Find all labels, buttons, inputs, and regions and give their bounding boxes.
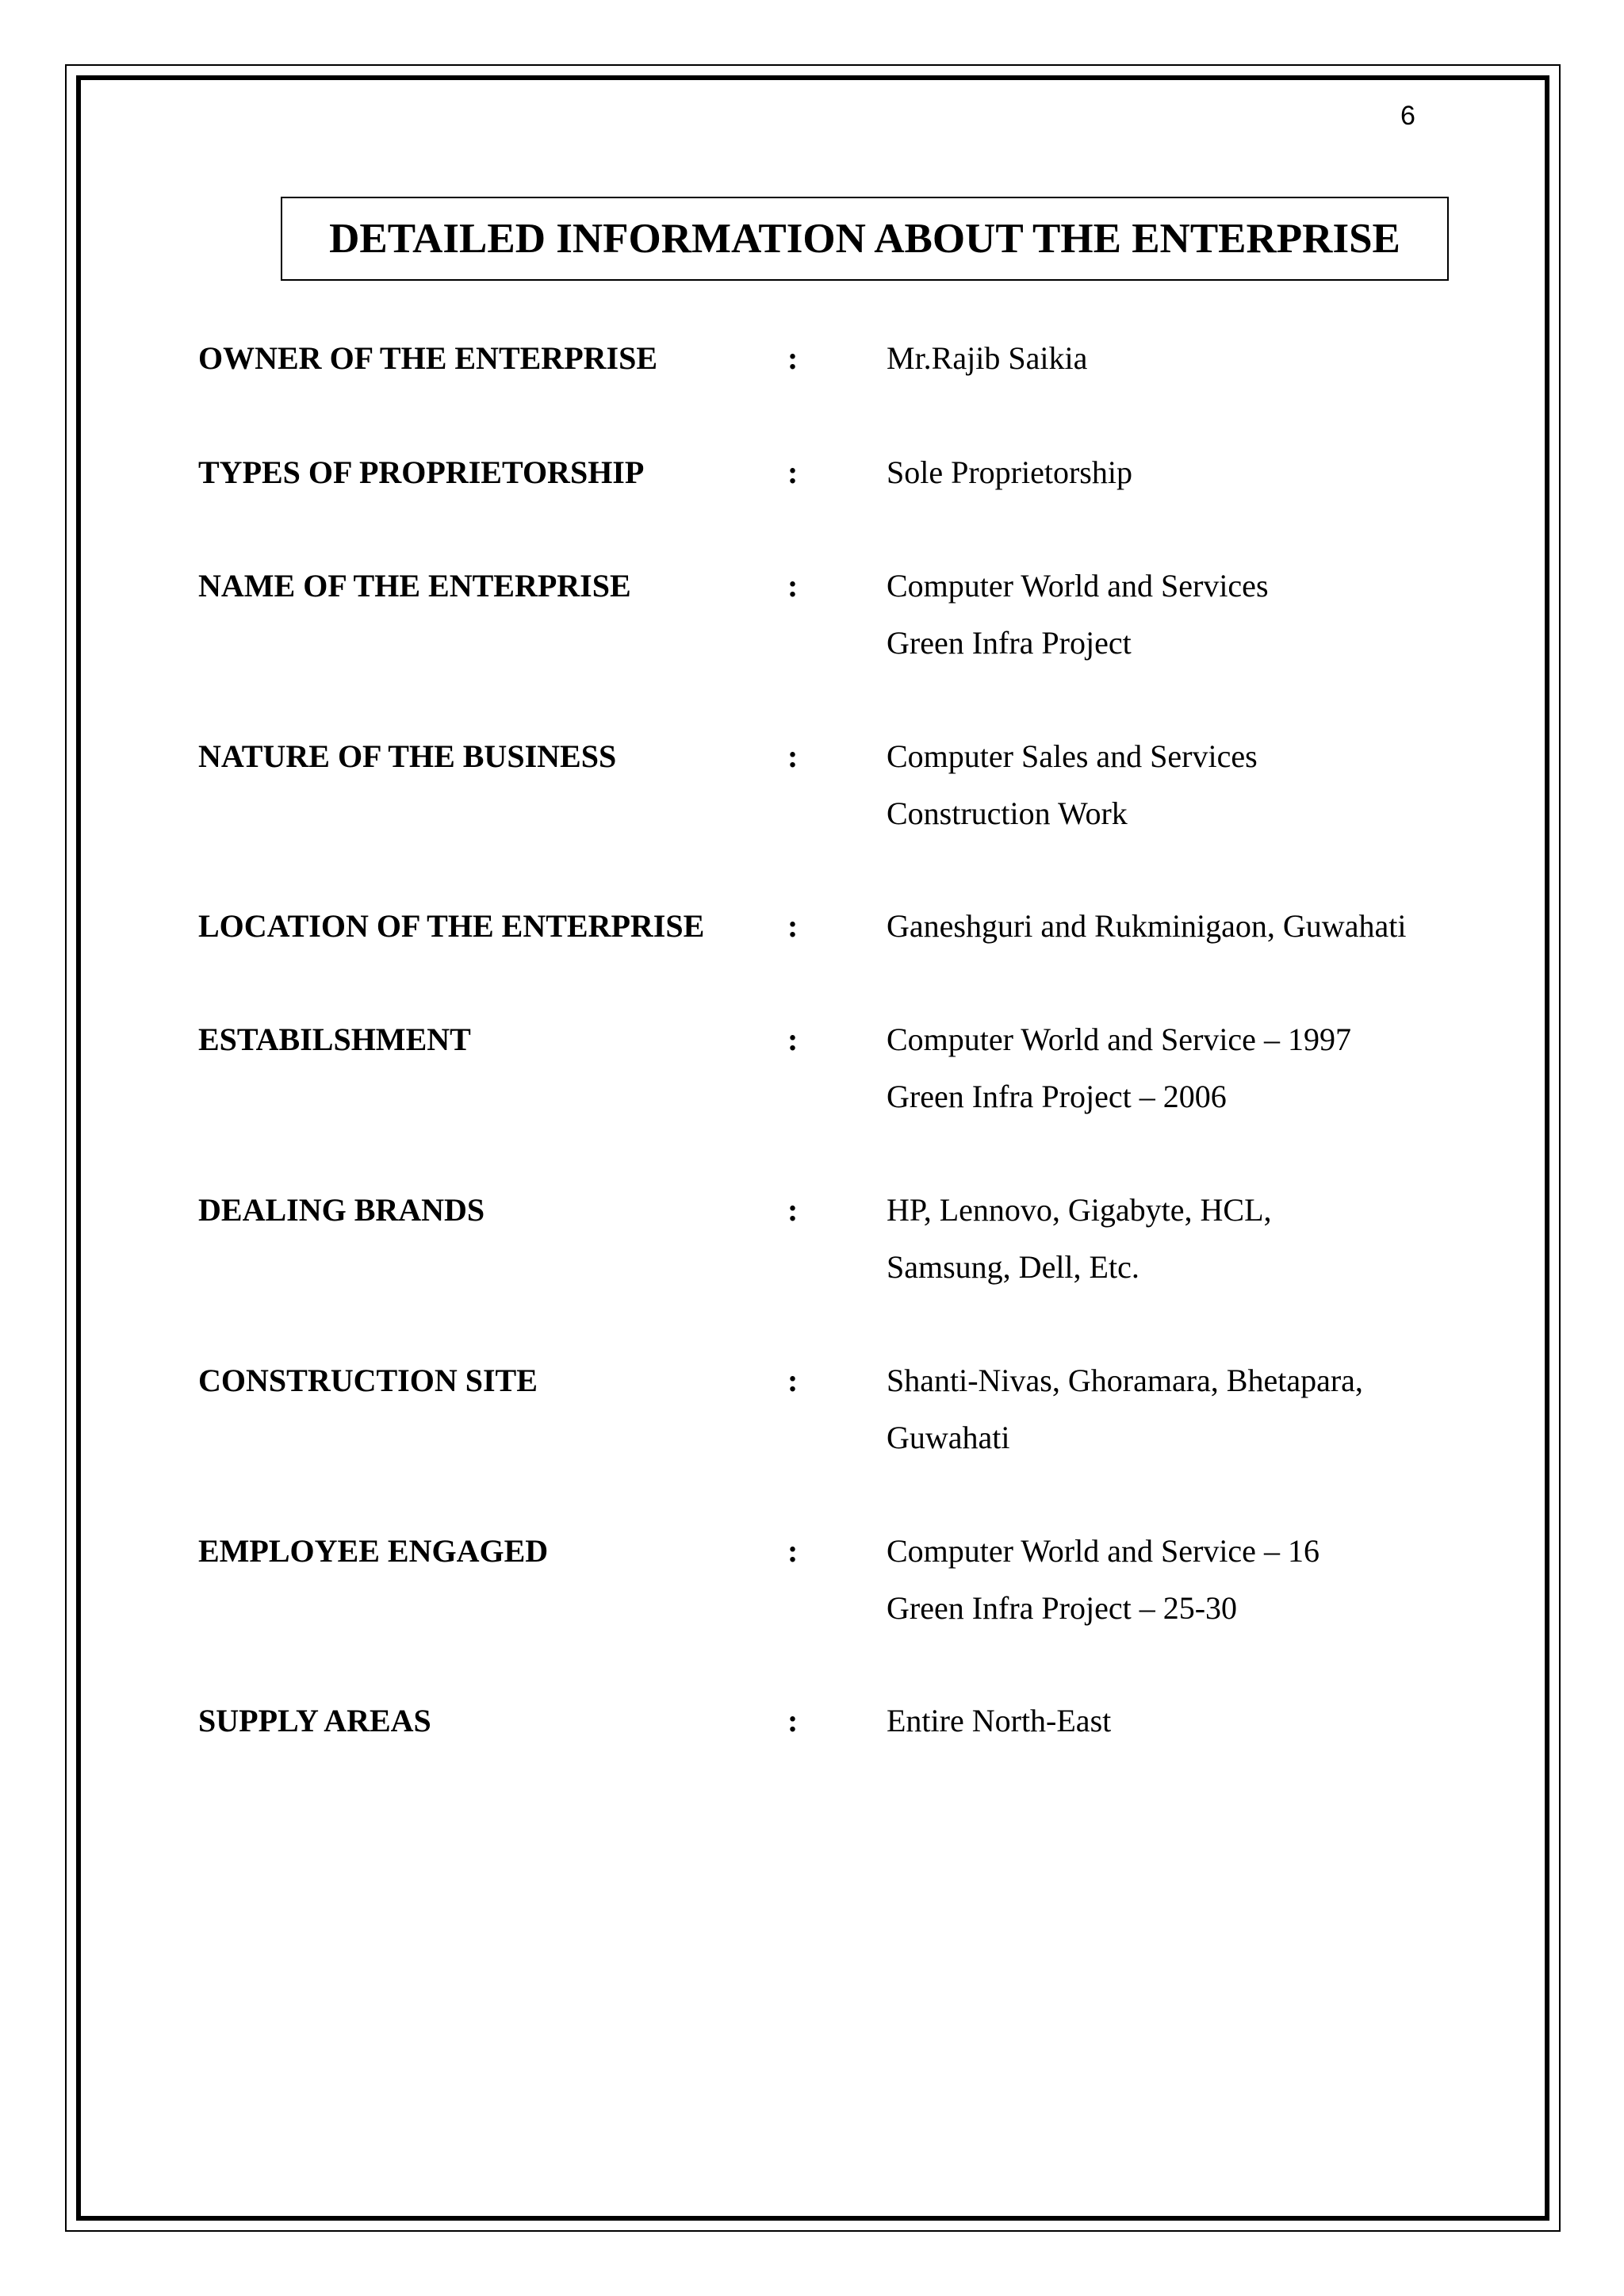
row-label: CONSTRUCTION SITE bbox=[198, 1363, 538, 1398]
row-values bbox=[887, 1523, 1320, 1637]
row-separator: : bbox=[787, 1192, 799, 1228]
row-value: Computer World and Service – 1997 bbox=[887, 1022, 1351, 1057]
row-label: OWNER OF THE ENTERPRISE bbox=[198, 340, 658, 376]
page-number: 6 bbox=[1400, 101, 1415, 131]
row-label: LOCATION OF THE ENTERPRISE bbox=[198, 908, 705, 944]
row-value: Green Infra Project – 25-30 bbox=[887, 1590, 1238, 1626]
row-separator: : bbox=[787, 1363, 799, 1398]
row-value: Computer World and Services bbox=[887, 568, 1269, 604]
row-values bbox=[887, 1011, 1351, 1125]
row-values bbox=[887, 1352, 1363, 1466]
row-values bbox=[887, 1182, 1272, 1296]
row-value: Computer Sales and Services bbox=[887, 738, 1258, 774]
row-value: Green Infra Project bbox=[887, 625, 1132, 661]
row-label: DEALING BRANDS bbox=[198, 1192, 485, 1228]
title-box bbox=[281, 197, 1449, 281]
row-values bbox=[887, 444, 1132, 501]
row-separator: : bbox=[787, 1703, 799, 1738]
row-value: Guwahati bbox=[887, 1420, 1010, 1455]
row-label: NATURE OF THE BUSINESS bbox=[198, 738, 617, 774]
row-value: HP, Lennovo, Gigabyte, HCL, bbox=[887, 1192, 1272, 1228]
row-separator: : bbox=[787, 340, 799, 376]
row-value: Sole Proprietorship bbox=[887, 454, 1132, 490]
row-values bbox=[887, 898, 1406, 955]
row-label: SUPPLY AREAS bbox=[198, 1703, 431, 1738]
row-separator: : bbox=[787, 568, 799, 604]
row-label: EMPLOYEE ENGAGED bbox=[198, 1533, 549, 1569]
row-separator: : bbox=[787, 1022, 799, 1057]
row-separator: : bbox=[787, 908, 799, 944]
row-value: Samsung, Dell, Etc. bbox=[887, 1249, 1139, 1285]
page-title: DETAILED INFORMATION ABOUT THE ENTERPRISE bbox=[329, 216, 1400, 262]
row-value: Computer World and Service – 16 bbox=[887, 1533, 1320, 1569]
row-separator: : bbox=[787, 738, 799, 774]
page-inner-border bbox=[76, 75, 1549, 2221]
row-value: Shanti-Nivas, Ghoramara, Bhetapara, bbox=[887, 1363, 1363, 1398]
row-separator: : bbox=[787, 1533, 799, 1569]
row-separator: : bbox=[787, 454, 799, 490]
row-value: Mr.Rajib Saikia bbox=[887, 340, 1088, 376]
row-value: Ganeshguri and Rukminigaon, Guwahati bbox=[887, 908, 1407, 944]
row-label: NAME OF THE ENTERPRISE bbox=[198, 568, 631, 604]
row-values bbox=[887, 558, 1269, 672]
row-values bbox=[887, 330, 1087, 387]
row-label: ESTABILSHMENT bbox=[198, 1022, 471, 1057]
row-label: TYPES OF PROPRIETORSHIP bbox=[198, 454, 645, 490]
row-values bbox=[887, 1692, 1111, 1750]
row-values bbox=[887, 728, 1258, 842]
row-value: Entire North-East bbox=[887, 1703, 1112, 1738]
row-value: Construction Work bbox=[887, 795, 1128, 831]
row-value: Green Infra Project – 2006 bbox=[887, 1079, 1227, 1114]
